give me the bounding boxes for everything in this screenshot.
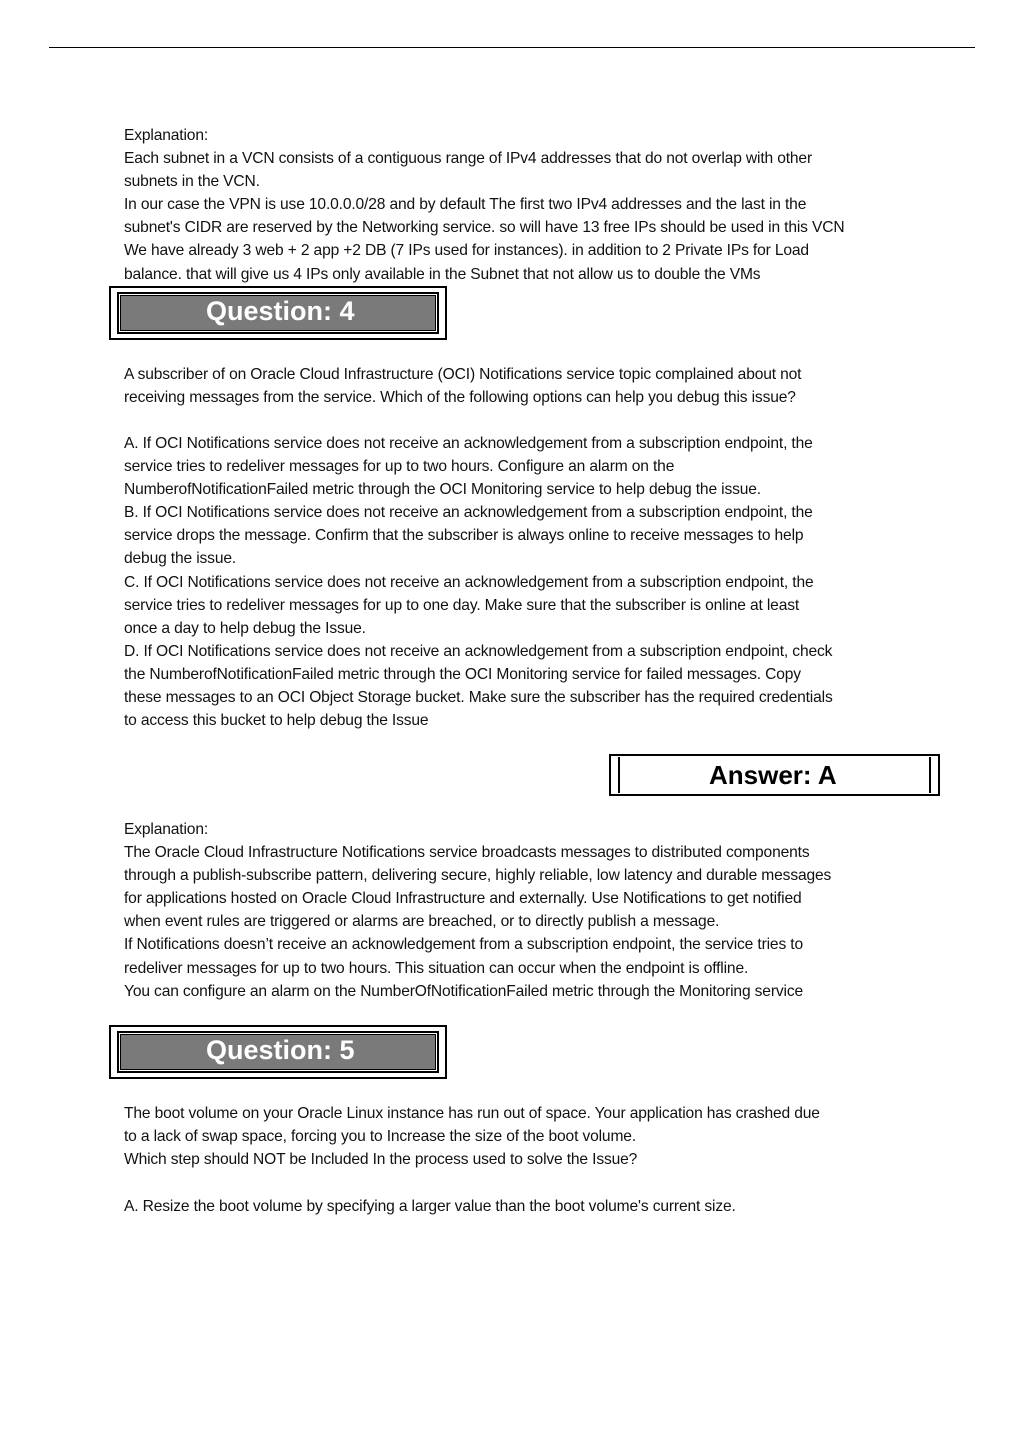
explanation-line: Explanation:: [124, 821, 209, 838]
explanation-line: balance. that will give us 4 IPs only available in the Subnet that not allow us to double the VMs: [124, 265, 761, 283]
explanation-line: subnets in the VCN.: [124, 173, 260, 191]
option-line: the NumberofNotificationFailed metric through the OCI Monitoring service for failed messages. Copy: [124, 665, 801, 683]
question-5-heading: Question: 5: [206, 1035, 355, 1065]
question-4-heading: Question: 4: [206, 296, 355, 326]
option-line: B. If OCI Notifications service does not receive an acknowledgement from a subscription endpoint, the: [124, 504, 813, 522]
explanation-line: through a publish-subscribe pattern, delivering secure, highly reliable, low latency and durable messages: [124, 867, 832, 885]
answer-label: Answer: A: [709, 760, 837, 790]
question-5-banner: [109, 1025, 447, 1079]
explanation-line: for applications hosted on Oracle Cloud Infrastructure and externally. Use Notifications to get notified: [124, 890, 802, 908]
question-4-explanation: [124, 818, 944, 1003]
explanation-line: when event rules are triggered or alarms are breached, or to directly publish a message.: [124, 913, 720, 931]
option-line: service tries to redeliver messages for up to one day. Make sure that the subscriber is online at least: [124, 596, 800, 614]
question-4-text: [124, 363, 944, 409]
question-5-options: [124, 1195, 944, 1218]
option-line: NumberofNotificationFailed metric through the OCI Monitoring service to help debug the issue.: [124, 481, 761, 499]
option-line: D. If OCI Notifications service does not receive an acknowledgement from a subscription endpoint, check: [124, 642, 833, 660]
option-line: service tries to redeliver messages for up to two hours. Configure an alarm on the: [124, 458, 675, 476]
answer-box: [609, 754, 940, 796]
page-header-rule: [49, 47, 975, 48]
explanation-line: We have already 3 web + 2 app +2 DB (7 IPs used for instances). in addition to 2 Private IPs for Load: [124, 242, 809, 260]
question-line: to a lack of swap space, forcing you to Increase the size of the boot volume.: [124, 1128, 636, 1146]
explanation-line: In our case the VPN is use 10.0.0.0/28 and by default The first two IPv4 addresses and the last in the: [124, 196, 807, 214]
question-4-options: [124, 432, 944, 732]
question-5-text: [124, 1102, 944, 1171]
question-line: The boot volume on your Oracle Linux instance has run out of space. Your application has crashed due: [124, 1105, 820, 1122]
explanation-line: You can configure an alarm on the NumberOfNotificationFailed metric through the Monitoring service: [124, 982, 804, 1000]
option-line: service drops the message. Confirm that the subscriber is always online to receive messages to help: [124, 527, 804, 545]
option-line: once a day to help debug the Issue.: [124, 619, 366, 637]
explanation-line: The Oracle Cloud Infrastructure Notifications service broadcasts messages to distributed components: [124, 844, 810, 862]
question-line: receiving messages from the service. Which of the following options can help you debug this issue?: [124, 389, 796, 407]
question-line: A subscriber of on Oracle Cloud Infrastructure (OCI) Notifications service topic complained about not: [124, 366, 802, 383]
option-line: to access this bucket to help debug the Issue: [124, 712, 429, 730]
option-line: A. If OCI Notifications service does not receive an acknowledgement from a subscription endpoint, the: [124, 435, 813, 452]
explanation-line: Explanation:: [124, 127, 209, 144]
option-line: A. Resize the boot volume by specifying a larger value than the boot volume's current size.: [124, 1198, 736, 1215]
q3-explanation: [124, 124, 944, 286]
question-4-banner: [109, 286, 447, 340]
option-line: C. If OCI Notifications service does not receive an acknowledgement from a subscription endpoint, the: [124, 573, 814, 591]
option-line: debug the issue.: [124, 550, 237, 568]
option-line: these messages to an OCI Object Storage bucket. Make sure the subscriber has the required credentials: [124, 689, 833, 707]
explanation-line: subnet's CIDR are reserved by the Networking service. so will have 13 free IPs should be used in this VCN: [124, 219, 845, 237]
explanation-line: If Notifications doesn’t receive an acknowledgement from a subscription endpoint, the service tries to: [124, 936, 803, 954]
explanation-line: Each subnet in a VCN consists of a contiguous range of IPv4 addresses that do not overlap with other: [124, 150, 812, 168]
question-line: Which step should NOT be Included In the process used to solve the Issue?: [124, 1151, 638, 1169]
explanation-line: redeliver messages for up to two hours. This situation can occur when the endpoint is offline.: [124, 959, 749, 977]
